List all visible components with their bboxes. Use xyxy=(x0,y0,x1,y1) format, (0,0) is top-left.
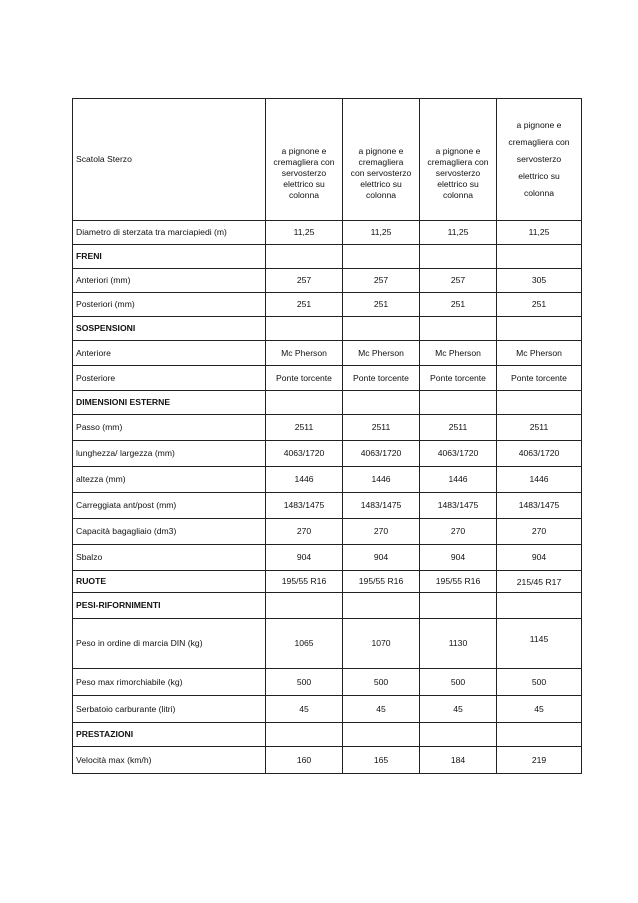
row-label: Capacità bagagliaio (dm3) xyxy=(73,519,266,545)
table-cell: 219 xyxy=(497,747,582,774)
table-cell: 500 xyxy=(343,669,420,696)
row-label: altezza (mm) xyxy=(73,467,266,493)
table-cell: 11,25 xyxy=(497,221,582,245)
table-cell: Ponte torcente xyxy=(343,366,420,391)
table-cell: 4063/1720 xyxy=(343,441,420,467)
table-cell: 904 xyxy=(420,545,497,571)
row-label: Peso max rimorchiabile (kg) xyxy=(73,669,266,696)
section-title: FRENI xyxy=(73,245,266,269)
table-cell: 45 xyxy=(497,696,582,723)
row-label: Peso in ordine di marcia DIN (kg) xyxy=(73,619,266,669)
table-cell: 257 xyxy=(266,269,343,293)
table-cell: 1145 xyxy=(497,619,582,669)
empty-cell xyxy=(420,391,497,415)
table-cell: 1130 xyxy=(420,619,497,669)
table-cell: 165 xyxy=(343,747,420,774)
table-row xyxy=(73,366,582,391)
header-row xyxy=(73,99,582,221)
table-cell: 500 xyxy=(497,669,582,696)
table-cell: Mc Pherson xyxy=(343,341,420,366)
table-cell: 1483/1475 xyxy=(266,493,343,519)
table-cell: 251 xyxy=(266,293,343,317)
table-cell: 1483/1475 xyxy=(497,493,582,519)
empty-cell xyxy=(497,723,582,747)
section-row xyxy=(73,317,582,341)
row-label: Sbalzo xyxy=(73,545,266,571)
header-cell: a pignone e cremagliera con servosterzo elettrico su colonna xyxy=(343,99,420,221)
table-cell: 2511 xyxy=(266,415,343,441)
table-cell: 500 xyxy=(266,669,343,696)
row-label: Posteriore xyxy=(73,366,266,391)
table-cell: 270 xyxy=(266,519,343,545)
table-row xyxy=(73,545,582,571)
header-cell: a pignone e cremagliera con servosterzo elettrico su colonna xyxy=(266,99,343,221)
section-row xyxy=(73,245,582,269)
row-label: Scatola Sterzo xyxy=(73,99,266,221)
empty-cell xyxy=(343,245,420,269)
table-cell: Mc Pherson xyxy=(266,341,343,366)
table-cell: 2511 xyxy=(497,415,582,441)
table-cell: Mc Pherson xyxy=(420,341,497,366)
empty-cell xyxy=(420,593,497,619)
table-cell: 1483/1475 xyxy=(343,493,420,519)
table-row xyxy=(73,415,582,441)
table-cell: 270 xyxy=(497,519,582,545)
spec-table xyxy=(72,98,582,774)
row-label: Passo (mm) xyxy=(73,415,266,441)
table-cell: 270 xyxy=(343,519,420,545)
table-cell: 45 xyxy=(343,696,420,723)
table-cell: Ponte torcente xyxy=(266,366,343,391)
empty-cell xyxy=(497,391,582,415)
table-cell: 904 xyxy=(497,545,582,571)
table-row xyxy=(73,571,582,593)
table-cell: 904 xyxy=(266,545,343,571)
section-row xyxy=(73,391,582,415)
header-cell: a pignone e cremagliera con servosterzo elettrico su colonna xyxy=(497,99,582,221)
table-row xyxy=(73,696,582,723)
table-cell: 2511 xyxy=(420,415,497,441)
empty-cell xyxy=(266,317,343,341)
table-cell: Ponte torcente xyxy=(497,366,582,391)
table-cell: 195/55 R16 xyxy=(420,571,497,593)
header-cell: a pignone e cremagliera con servosterzo elettrico su colonna xyxy=(420,99,497,221)
empty-cell xyxy=(420,317,497,341)
table-cell: Ponte torcente xyxy=(420,366,497,391)
table-cell: 1483/1475 xyxy=(420,493,497,519)
table-row xyxy=(73,293,582,317)
row-label: Carreggiata ant/post (mm) xyxy=(73,493,266,519)
table-cell: 257 xyxy=(420,269,497,293)
table-cell: 11,25 xyxy=(420,221,497,245)
empty-cell xyxy=(343,723,420,747)
table-cell: 4063/1720 xyxy=(266,441,343,467)
row-label: RUOTE xyxy=(73,571,266,593)
table-cell: 1070 xyxy=(343,619,420,669)
table-cell: 11,25 xyxy=(343,221,420,245)
table-cell: Mc Pherson xyxy=(497,341,582,366)
table-cell: 160 xyxy=(266,747,343,774)
empty-cell xyxy=(420,723,497,747)
section-row xyxy=(73,723,582,747)
table-row xyxy=(73,619,582,669)
table-cell: 270 xyxy=(420,519,497,545)
empty-cell xyxy=(266,391,343,415)
table-cell: 1446 xyxy=(497,467,582,493)
table-cell: 904 xyxy=(343,545,420,571)
table-cell: 1065 xyxy=(266,619,343,669)
row-label: Diametro di sterzata tra marciapiedi (m) xyxy=(73,221,266,245)
table-cell: 251 xyxy=(343,293,420,317)
section-title: DIMENSIONI ESTERNE xyxy=(73,391,266,415)
table-cell: 257 xyxy=(343,269,420,293)
section-title: PRESTAZIONI xyxy=(73,723,266,747)
row-label: Posteriori (mm) xyxy=(73,293,266,317)
section-title: PESI-RIFORNIMENTI xyxy=(73,593,266,619)
row-label: Anteriori (mm) xyxy=(73,269,266,293)
empty-cell xyxy=(343,317,420,341)
table-cell: 500 xyxy=(420,669,497,696)
empty-cell xyxy=(497,245,582,269)
empty-cell xyxy=(266,593,343,619)
table-row xyxy=(73,747,582,774)
table-cell: 215/45 R17 xyxy=(497,571,582,593)
table-cell: 305 xyxy=(497,269,582,293)
table-cell: 195/55 R16 xyxy=(343,571,420,593)
table-cell: 2511 xyxy=(343,415,420,441)
table-cell: 251 xyxy=(420,293,497,317)
empty-cell xyxy=(266,723,343,747)
table-cell: 45 xyxy=(266,696,343,723)
empty-cell xyxy=(497,317,582,341)
table-row xyxy=(73,221,582,245)
table-cell: 195/55 R16 xyxy=(266,571,343,593)
row-label: Serbatoio carburante (litri) xyxy=(73,696,266,723)
table-row xyxy=(73,669,582,696)
table-cell: 11,25 xyxy=(266,221,343,245)
table-cell: 251 xyxy=(497,293,582,317)
row-label: Anteriore xyxy=(73,341,266,366)
table-cell: 184 xyxy=(420,747,497,774)
table-row xyxy=(73,493,582,519)
table-cell: 1446 xyxy=(266,467,343,493)
table-row xyxy=(73,519,582,545)
empty-cell xyxy=(343,593,420,619)
section-row xyxy=(73,593,582,619)
table-row xyxy=(73,467,582,493)
table-cell: 1446 xyxy=(343,467,420,493)
table-cell: 1446 xyxy=(420,467,497,493)
table-row xyxy=(73,341,582,366)
table-row xyxy=(73,441,582,467)
row-label: lunghezza/ largezza (mm) xyxy=(73,441,266,467)
section-title: SOSPENSIONI xyxy=(73,317,266,341)
table-cell: 4063/1720 xyxy=(497,441,582,467)
row-label: Velocità max (km/h) xyxy=(73,747,266,774)
table-row xyxy=(73,269,582,293)
empty-cell xyxy=(266,245,343,269)
empty-cell xyxy=(420,245,497,269)
table-cell: 45 xyxy=(420,696,497,723)
empty-cell xyxy=(497,593,582,619)
empty-cell xyxy=(343,391,420,415)
table-cell: 4063/1720 xyxy=(420,441,497,467)
